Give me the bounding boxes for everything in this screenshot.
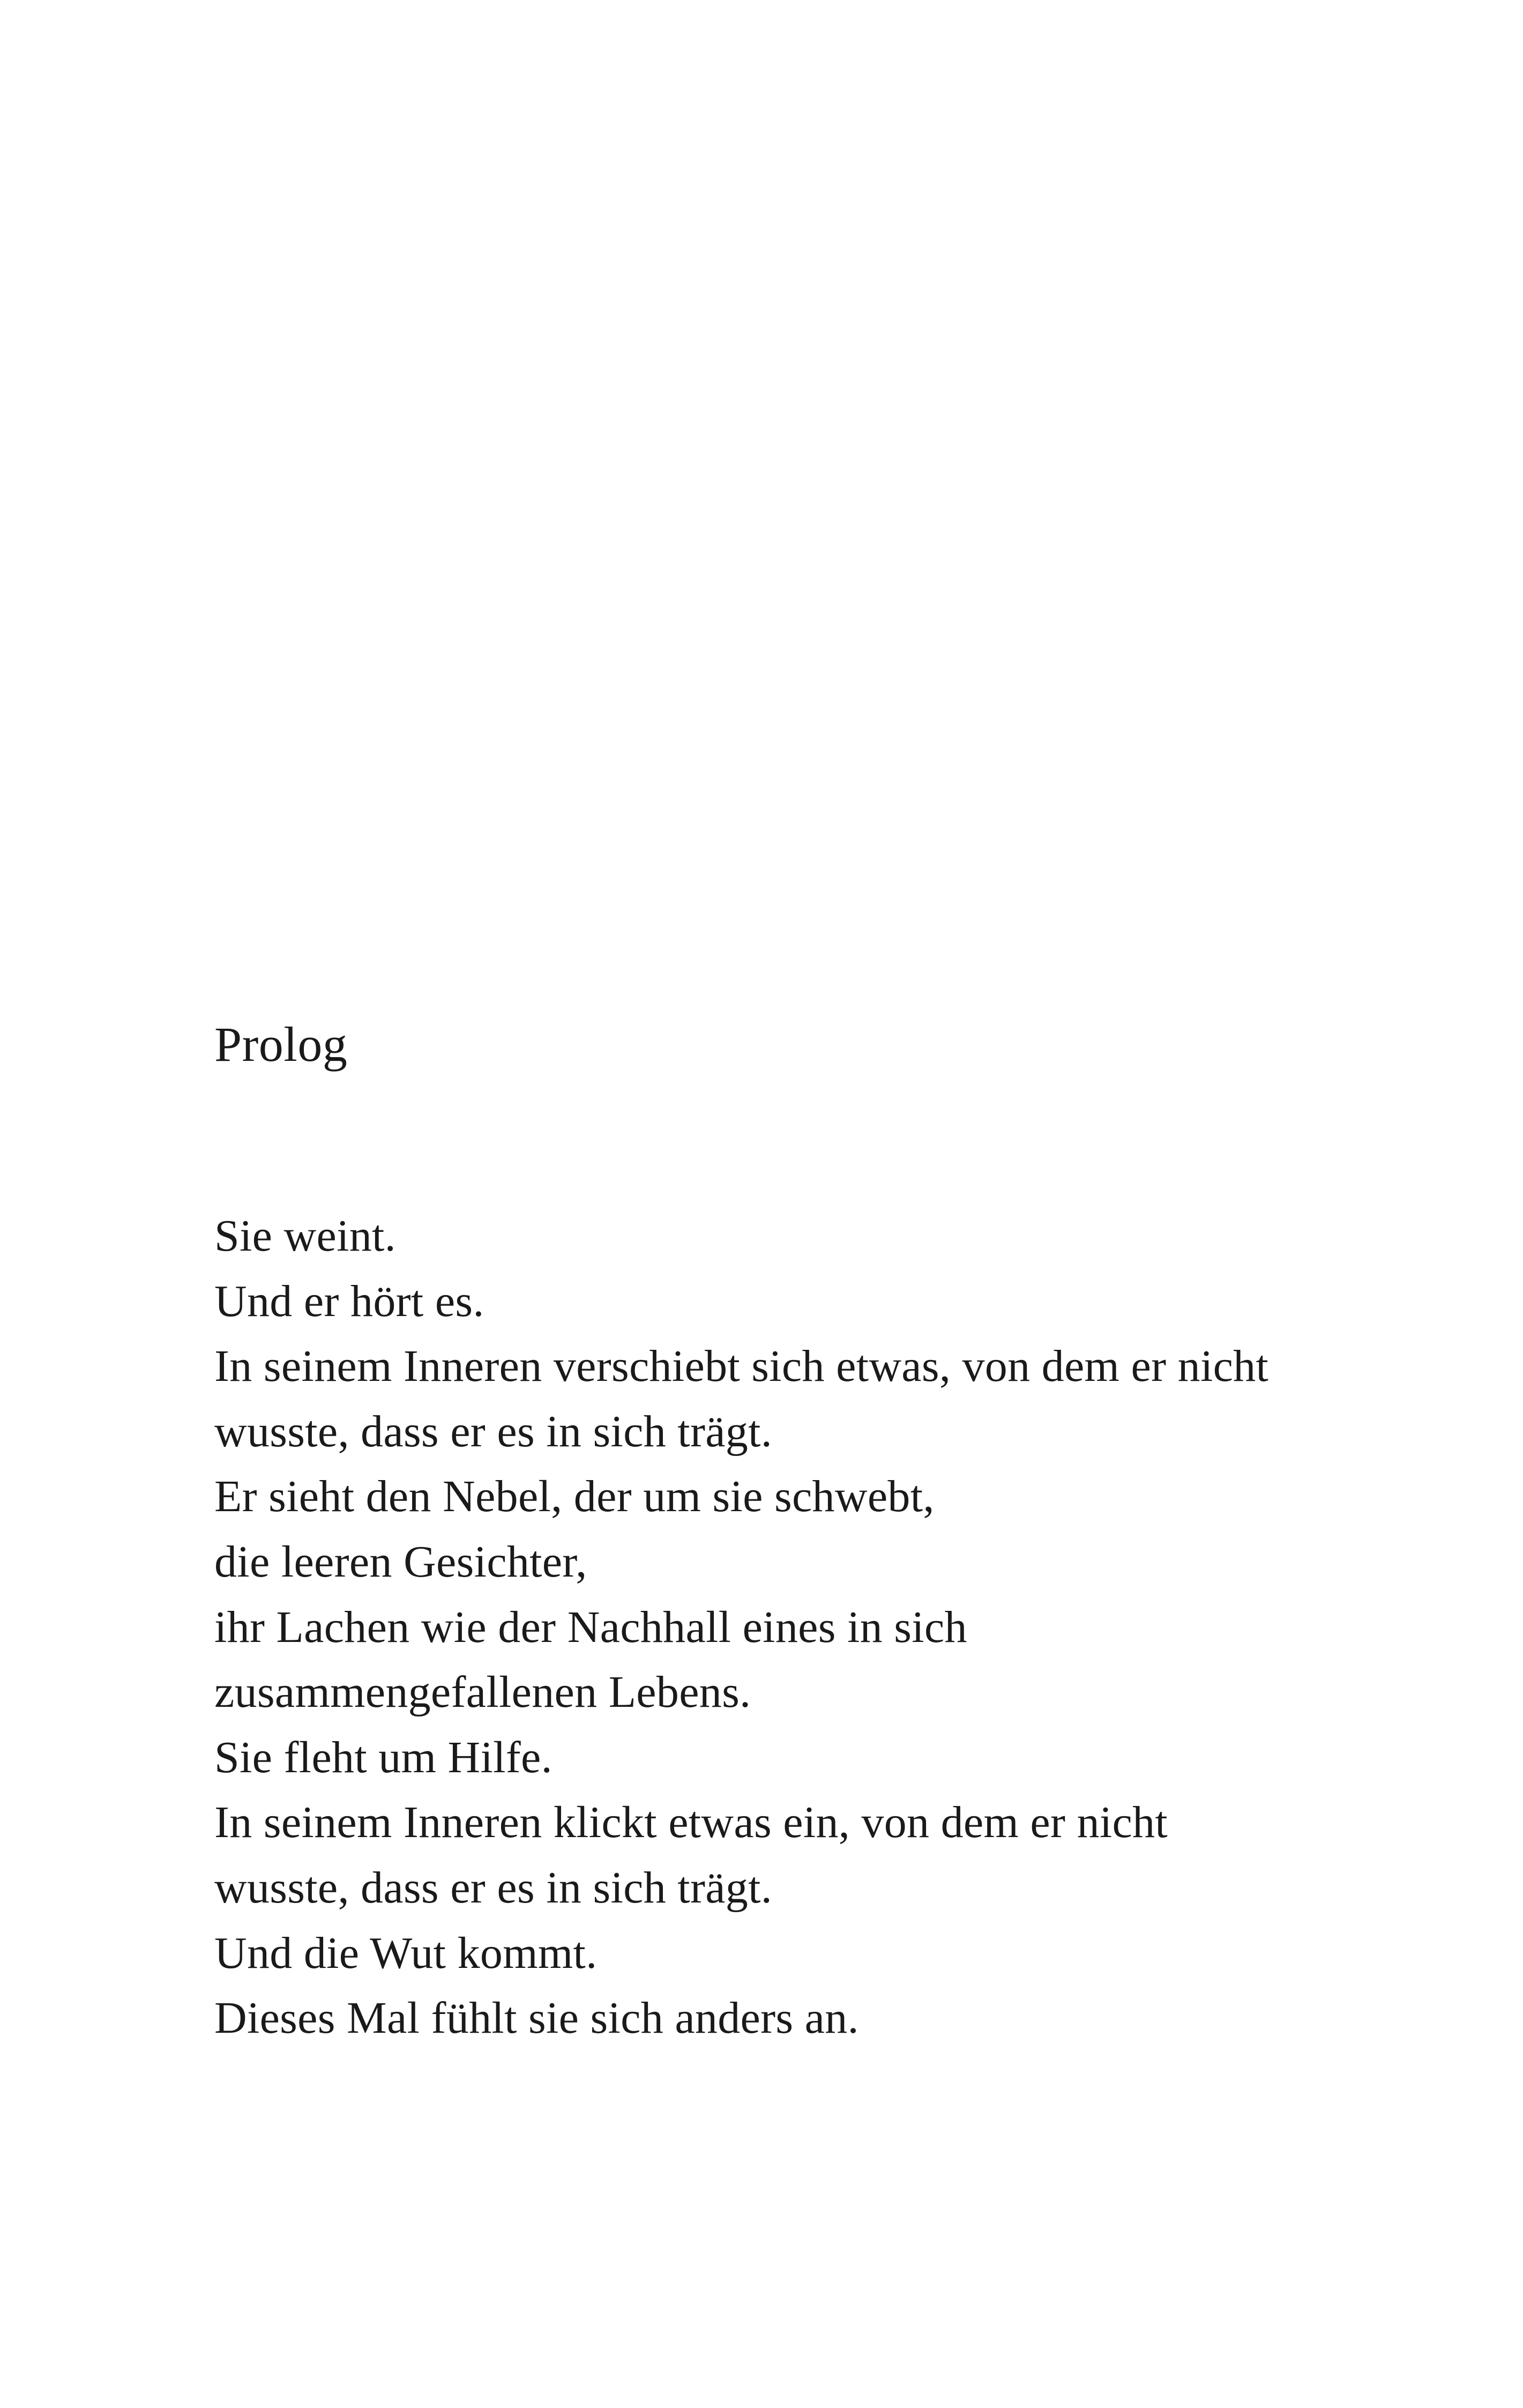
text-line: zusammengefallenen Lebens. [214, 1667, 751, 1718]
text-line: In seinem Inneren klickt etwas ein, von dem er nicht [214, 1797, 1168, 1848]
text-line: Und die Wut kommt. [214, 1928, 598, 1978]
text-line: Er sieht den Nebel, der um sie schwebt, [214, 1471, 935, 1522]
text-line: ihr Lachen wie der Nachhall eines in sich [214, 1602, 967, 1652]
text-line: Und er hört es. [214, 1276, 484, 1326]
text-line: wusste, dass er es in sich trägt. [214, 1406, 773, 1456]
prologue-text [214, 1203, 1340, 2051]
chapter-title: Prolog [214, 1017, 348, 1072]
text-line: die leeren Gesichter, [214, 1536, 587, 1587]
text-line: wusste, dass er es in sich trägt. [214, 1862, 773, 1913]
text-line: Dieses Mal fühlt sie sich anders an. [214, 1993, 859, 2043]
text-line: Sie weint. [214, 1211, 396, 1261]
text-line: In seinem Inneren verschiebt sich etwas, von dem er nicht [214, 1341, 1269, 1392]
text-line: Sie fleht um Hilfe. [214, 1732, 553, 1782]
